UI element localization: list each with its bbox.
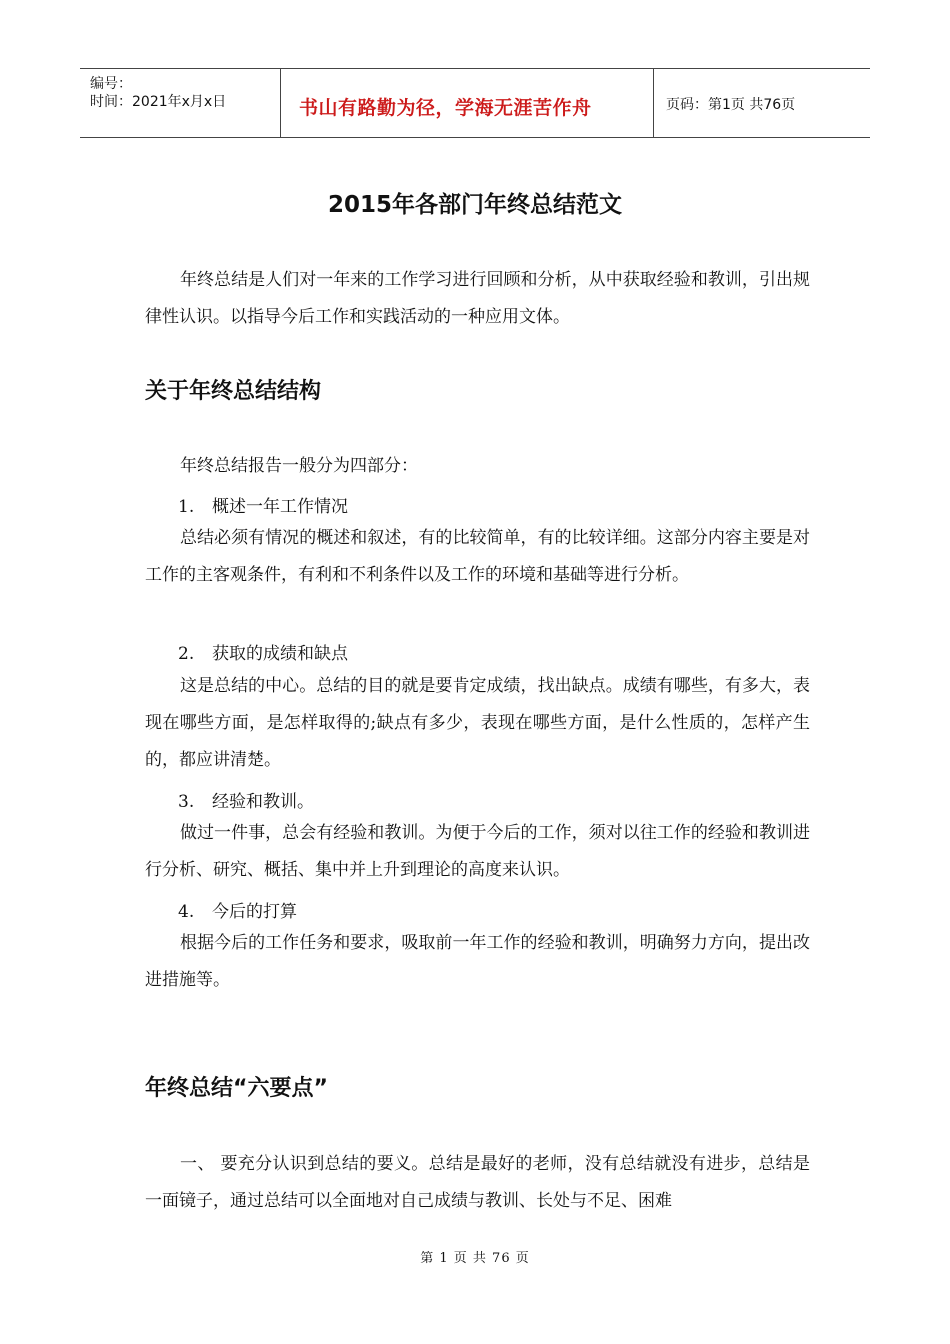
document-time-label: 时间：2021年x月x日 [90, 94, 227, 110]
section-heading-six-points: 年终总结“六要点” [145, 1076, 328, 1101]
list-item-paragraph: 这是总结的中心。总结的目的就是要肯定成绩，找出缺点。成绩有哪些，有多大，表现在哪些方面，是怎样取得的;缺点有多少，表现在哪些方面，是什么性质的，怎样产生的，都应讲清楚。 [145, 676, 810, 770]
list-item-heading [178, 787, 314, 812]
list-item-heading [178, 639, 348, 664]
list-item-number: 3. [178, 792, 195, 812]
list-item-heading [178, 492, 348, 517]
header-motto: 书山有路勤为径，学海无涯苦作舟 [299, 97, 592, 119]
header-motto-cell [281, 69, 654, 137]
list-item-heading [178, 897, 297, 922]
list-item-label: 概述一年工作情况 [212, 497, 348, 517]
section-paragraph: 一、 要充分认识到总结的要义。总结是最好的老师，没有总结就没有进步，总结是一面镜子，通过总结可以全面地对自己成绩与教训、长处与不足、困难 [145, 1154, 810, 1211]
document-number-label: 编号： [90, 76, 132, 92]
page-header [80, 68, 870, 138]
list-item-label: 获取的成绩和缺点 [212, 644, 348, 664]
list-item-paragraph: 做过一件事，总会有经验和教训。为便于今后的工作，须对以往工作的经验和教训进行分析、研究、概括、集中并上升到理论的高度来认识。 [145, 823, 810, 880]
document-title: 2015年各部门年终总结范文 [327, 192, 622, 218]
section-lead: 年终总结报告一般分为四部分： [180, 456, 418, 476]
section-heading-structure: 关于年终总结结构 [145, 379, 322, 404]
list-item-paragraph: 根据今后的工作任务和要求，吸取前一年工作的经验和教训，明确努力方向，提出改进措施等。 [145, 933, 810, 990]
intro-paragraph: 年终总结是人们对一年来的工作学习进行回顾和分析，从中获取经验和教训，引出规律性认识。以指导今后工作和实践活动的一种应用文体。 [145, 270, 810, 327]
header-page-info: 页码：第1页 共76页 [666, 97, 796, 113]
list-item-paragraph: 总结必须有情况的概述和叙述，有的比较简单，有的比较详细。这部分内容主要是对工作的主客观条件，有利和不利条件以及工作的环境和基础等进行分析。 [145, 528, 810, 585]
header-page-cell [654, 69, 870, 137]
header-meta-cell [80, 69, 281, 137]
list-item-number: 4. [178, 902, 195, 922]
list-item-label: 今后的打算 [212, 902, 297, 922]
list-item-label: 经验和教训。 [212, 792, 314, 812]
list-item-number: 2. [178, 644, 195, 664]
page-footer: 第 1 页 共 76 页 [420, 1251, 530, 1266]
list-item-number: 1. [178, 497, 195, 517]
